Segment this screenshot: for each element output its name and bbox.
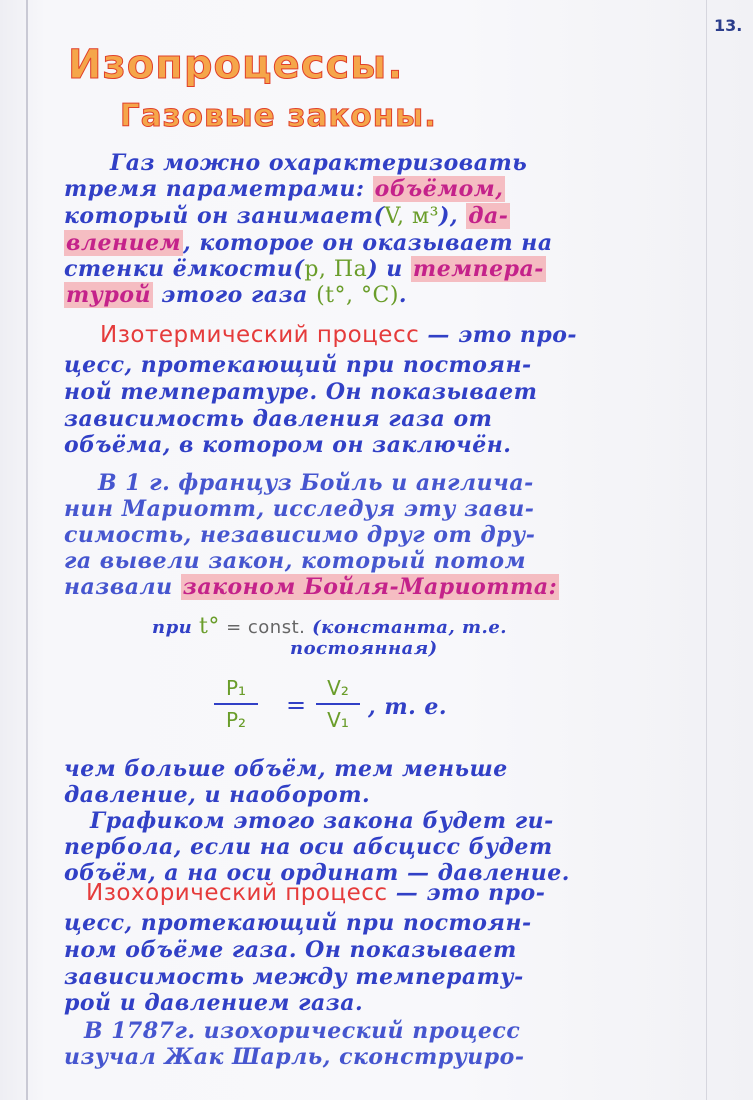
unit-temperature: (t°, °C): [316, 283, 399, 308]
title-line-1: Изопроцессы.: [68, 42, 404, 88]
intro-text: , которое он оказывает на: [183, 230, 553, 256]
unit-pressure: p, Па: [304, 257, 368, 282]
isochoric-line-3: ном объёме газа. Он показывает: [64, 937, 517, 963]
isochoric-line-5: рой и давлением газа.: [64, 990, 364, 1016]
const-note-line-2: постоянная): [290, 638, 438, 659]
isothermal-heading: Изотермический процесс: [100, 322, 420, 348]
isochoric-line-1: [86, 880, 545, 906]
term-volume: объёмом,: [374, 176, 504, 202]
term-pressure-part: да-: [468, 203, 509, 229]
intro-text: ),: [438, 203, 467, 229]
law-name: законом Бойля-Мариотта:: [182, 574, 558, 600]
intro-line-6: [64, 282, 407, 308]
v2: V₂: [327, 676, 349, 700]
term-pressure: влением: [66, 230, 181, 256]
isochoric-line-7: изучал Жак Шарль, сконструиро-: [64, 1044, 525, 1070]
after-line-3: Графиком этого закона будет ги-: [90, 808, 554, 834]
boyle-line-2: нин Мариотт, исследуя эту зави-: [64, 496, 535, 522]
after-line-5: объём, а на оси ординат — давление.: [64, 860, 570, 886]
const-note: (константа, т.е.: [305, 617, 508, 638]
isochoric-line-2: цесс, протекающий при постоян-: [64, 910, 532, 936]
boyle-line-1: В 1 г. француз Бойль и англича-: [98, 470, 534, 496]
unit-volume: V, м³: [384, 204, 439, 229]
const-line: [152, 614, 507, 639]
isochoric-heading: Изохорический процесс: [86, 880, 388, 906]
after-line-2: давление, и наоборот.: [64, 782, 371, 808]
isothermal-line-2: цесс, протекающий при постоян-: [64, 352, 532, 378]
isothermal-line-4: зависимость давления газа от: [64, 406, 493, 432]
boyle-text: назвали: [64, 574, 181, 600]
after-line-4: пербола, если на оси абсцисс будет: [64, 834, 553, 860]
term-temperature: турой: [66, 282, 151, 308]
fraction-p: [214, 676, 258, 732]
const-t: t°: [199, 614, 220, 639]
page-number: 13.: [714, 16, 743, 35]
isochoric-line-4: зависимость между температу-: [64, 964, 524, 990]
after-line-1: чем больше объём, тем меньше: [64, 756, 508, 782]
intro-line-5: [64, 256, 546, 282]
intro-line-4: [64, 230, 553, 256]
boyle-line-5: [64, 574, 559, 600]
formula-tail: , т. е.: [368, 694, 448, 720]
intro-text: который он занимает(: [64, 203, 385, 229]
fraction-v: [316, 676, 360, 732]
left-margin-line: [26, 0, 28, 1100]
isothermal-line-3: ной температуре. Он показывает: [64, 379, 538, 405]
const-pri: при: [152, 617, 200, 638]
p1: P₁: [225, 676, 247, 700]
isothermal-line-5: объёма, в котором он заключён.: [64, 432, 512, 458]
intro-text: стенки ёмкости(: [64, 256, 305, 282]
right-margin-line: [706, 0, 707, 1100]
term-temperature-part: темпера-: [412, 256, 544, 282]
fraction-bar: [316, 703, 360, 705]
intro-text: .: [398, 282, 408, 308]
isochoric-line-6: В 1787г. изохорический процесс: [84, 1018, 521, 1044]
title-line-2: Газовые законы.: [120, 98, 437, 134]
isochoric-text: — это про-: [387, 880, 546, 906]
intro-line-3: [64, 203, 510, 229]
intro-line-1: Газ можно охарактеризовать: [110, 150, 528, 176]
isothermal-line-1: [100, 322, 577, 348]
intro-line-2: [64, 176, 505, 202]
boyle-line-3: симость, независимо друг от дру-: [64, 522, 536, 548]
boyle-line-4: га вывели закон, который потом: [64, 548, 527, 574]
intro-text: ) и: [367, 256, 411, 282]
intro-text: тремя параметрами:: [64, 176, 373, 202]
intro-text: этого газа: [153, 282, 317, 308]
p2: P₂: [225, 708, 247, 732]
formula-equals: =: [286, 691, 307, 719]
v1: V₁: [327, 708, 349, 732]
isothermal-text: — это про-: [419, 322, 578, 348]
const-eq: = const.: [219, 617, 306, 638]
fraction-bar: [214, 703, 258, 705]
